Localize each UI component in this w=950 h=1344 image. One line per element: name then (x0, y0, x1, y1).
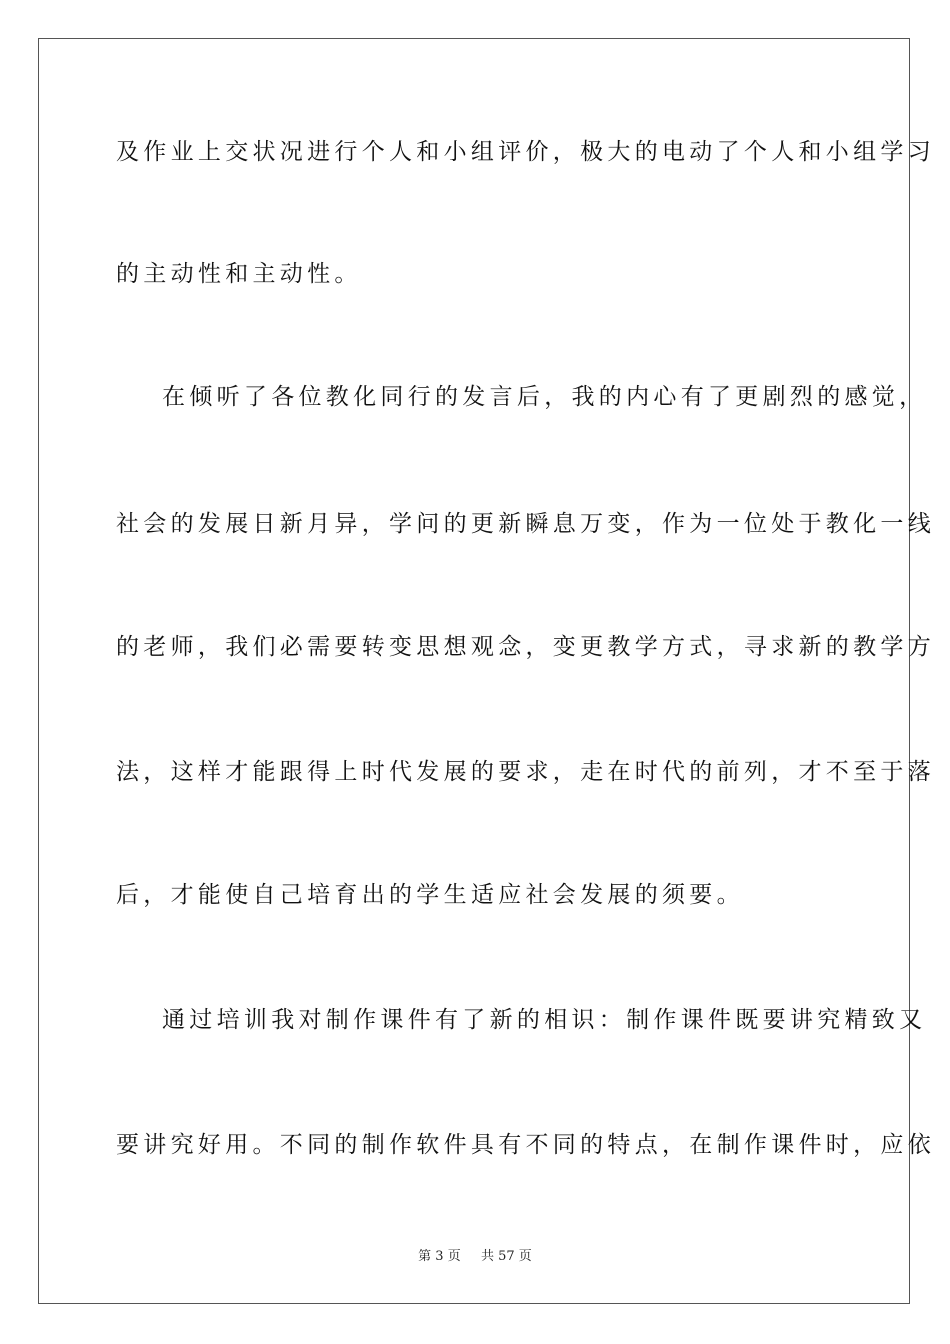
text-line-8: 通过培训我对制作课件有了新的相识：制作课件既要讲究精致又 (162, 1007, 927, 1033)
text-line-4: 社会的发展日新月异，学问的更新瞬息万变，作为一位处于教化一线 (116, 511, 935, 537)
text-line-1: 及作业上交状况进行个人和小组评价，极大的电动了个人和小组学习 (116, 139, 935, 165)
text-line-2: 的主动性和主动性。 (116, 261, 362, 287)
text-line-7: 后，才能使自己培育出的学生适应社会发展的须要。 (116, 882, 744, 908)
text-line-9: 要讲究好用。不同的制作软件具有不同的特点，在制作课件时，应依 (116, 1132, 935, 1158)
text-line-5: 的老师，我们必需要转变思想观念，变更教学方式，寻求新的教学方 (116, 634, 935, 660)
total-pages-label: 共 57 页 (481, 1249, 532, 1264)
current-page-label: 第 3 页 (418, 1249, 461, 1264)
page-footer (0, 1248, 950, 1266)
page-border (38, 38, 910, 1304)
text-line-6: 法，这样才能跟得上时代发展的要求，走在时代的前列，才不至于落 (116, 759, 935, 785)
text-line-3: 在倾听了各位教化同行的发言后，我的内心有了更剧烈的感觉， (162, 384, 927, 410)
